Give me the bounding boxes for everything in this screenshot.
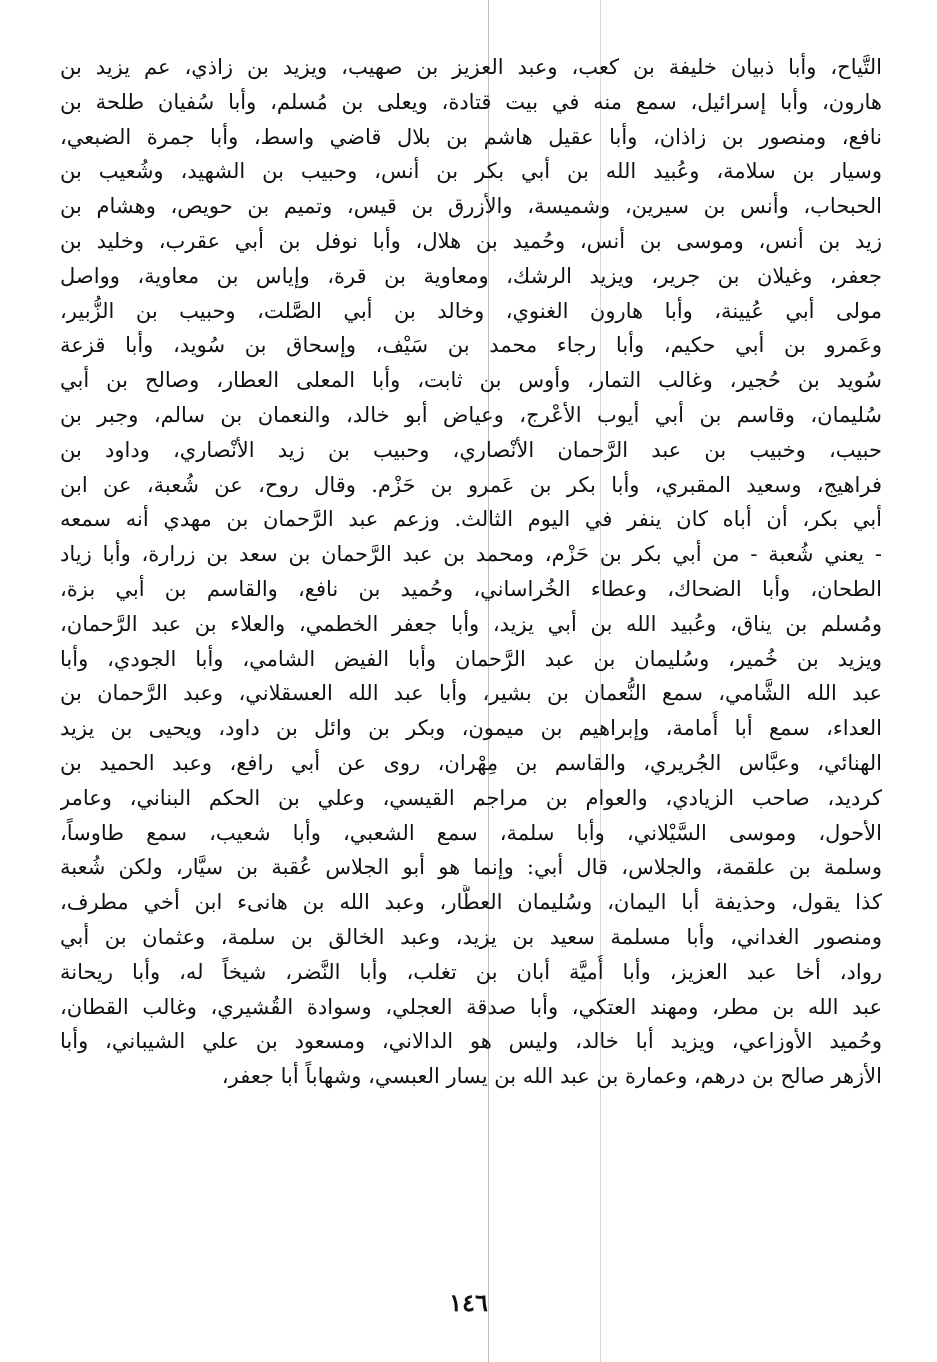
text-line: كرديد، صاحب الزيادي، والعوام بن مراجم القيسي، وعلي بن الحكم البناني، وعامر <box>60 785 882 810</box>
text-line: جعفر، وغيلان بن جرير، ويزيد الرشك، ومعاوية بن قرة، وإياس بن معاوية، وواصل <box>60 263 882 288</box>
body-text <box>60 50 882 1094</box>
text-line: حبيب، وخبيب بن عبد الرَّحمان الأنْصاري، وحبيب بن زيد الأنْصاري، وداود بن <box>60 437 882 462</box>
text-line: سُويد بن حُجير، وغالب التمار، وأوس بن ثابت، وأبا المعلى العطار، وصالح بن أبي <box>60 368 882 393</box>
text-line: رواد، أخا عبد العزيز، وأبا أُميَّة أبان بن تغلب، وأبا النَّضر، شيخاً له، وأبا ريحانة <box>60 959 882 984</box>
text-line: الطحان، وأبا الضحاك، وعطاء الخُراساني، وحُميد بن نافع، والقاسم بن أبي بزة، <box>60 576 882 601</box>
text-line: وعَمرو بن أبي حكيم، وأبا رجاء محمد بن سَيْف، وإسحاق بن سُويد، وأبا قزعة <box>60 333 882 358</box>
text-line: ويزيد بن خُمير، وسُليمان بن عبد الرَّحمان وأبا الفيض الشامي، وأبا الجودي، وأبا <box>60 646 882 671</box>
text-line: - يعني شُعبة - من أبي بكر بن حَزْم، ومحمد بن عبد الرَّحمان بن سعد بن زرارة، وأبا زياد <box>60 542 882 567</box>
text-line: وسلمة بن علقمة، والجلاس، قال أبي: وإنما هو أبو الجلاس عُقبة بن سيَّار، ولكن شُعبة <box>60 855 882 880</box>
text-line: فراهيج، وسعيد المقبري، وأبا بكر بن عَمرو بن حَزْم. وقال روح، عن شُعبة، عن ابن <box>60 472 882 497</box>
text-line: الحبحاب، وأنس بن سيرين، وشميسة، والأزرق بن قيس، وتميم بن حويص، وهشام بن <box>60 194 882 219</box>
text-line: الهنائي، وعبَّاس الجُريري، والقاسم بن مِهْران، روى عن أبي رافع، وعبد الحميد بن <box>60 750 882 775</box>
text-line: وحُميد الأوزاعي، ويزيد أبا خالد، وليس هو الدالاني، ومسعود بن علي الشيباني، وأبا <box>60 1029 882 1054</box>
text-line: ومُسلم بن يناق، وعُبيد الله بن أبي يزيد، وأبا جعفر الخطمي، والعلاء بن عبد الرَّحمان، <box>60 611 882 636</box>
text-line: ومنصور الغداني، وأبا مسلمة سعيد بن يزيد، وعبد الخالق بن سلمة، وعثمان بن أبي <box>60 924 882 949</box>
text-line: كذا يقول، وحذيفة أبا اليمان، وسُليمان العطَّار، وعبد الله بن هانىء ابن أخي مطرف، <box>60 890 882 915</box>
text-line: العداء، سمع أبا أُمامة، وإبراهيم بن ميمون، وبكر بن وائل بن داود، ويحيى بن يزيد <box>60 716 882 741</box>
text-line: أبي بكر، أن أباه كان ينفر في اليوم الثالث. وزعم عبد الرَّحمان بن مهدي أنه سمعه <box>60 507 882 532</box>
text-line: نافع، ومنصور بن زاذان، وأبا عقيل هاشم بن بلال قاضي واسط، وأبا جمرة الضبعي، <box>60 124 882 149</box>
text-line: زيد بن أنس، وموسى بن أنس، وحُميد بن هلال، وأبا نوفل بن أبي عقرب، وخليد بن <box>60 228 882 253</box>
text-line: عبد الله بن مطر، ومهند العتكي، وأبا صدقة العجلي، وسوادة القُشيري، وغالب القطان، <box>60 994 882 1019</box>
text-line: التَّياح، وأبا ذبيان خليفة بن كعب، وعبد العزيز بن صهيب، ويزيد بن زاذي، عم يزيد بن <box>60 55 882 79</box>
text-line: الأزهر صالح بن درهم، وعمارة بن عبد الله بن يسار العبسي، وشهاباً أبا جعفر، <box>221 1064 882 1089</box>
text-line: عبد الله الشَّامي، سمع النُّعمان بن بشير، وأبا عبد الله العسقلاني، وعبد الرَّحمان بن <box>60 681 882 706</box>
page-number: ١٤٦ <box>449 1288 488 1317</box>
text-line: سُليمان، وقاسم بن أبي أيوب الأعْرج، وعياض أبو خالد، والنعمان بن سالم، وجبر بن <box>60 402 882 427</box>
text-line: الأحول، وموسى السَّيْلاني، وأبا سلمة، سمع الشعبي، وأبا شعيب، سمع طاوساً، <box>60 820 882 845</box>
text-line: مولى أبي عُيينة، وأبا هارون الغنوي، وخالد بن أبي الصَّلت، وحبيب بن الزُّبير، <box>60 298 882 323</box>
text-line: هارون، وأبا إسرائيل، سمع منه في بيت قتادة، ويعلى بن مُسلم، وأبا سُفيان طلحة بن <box>60 89 882 114</box>
text-line: وسيار بن سلامة، وعُبيد الله بن أبي بكر بن أنس، وحبيب بن الشهيد، وشُعيب بن <box>60 159 882 184</box>
